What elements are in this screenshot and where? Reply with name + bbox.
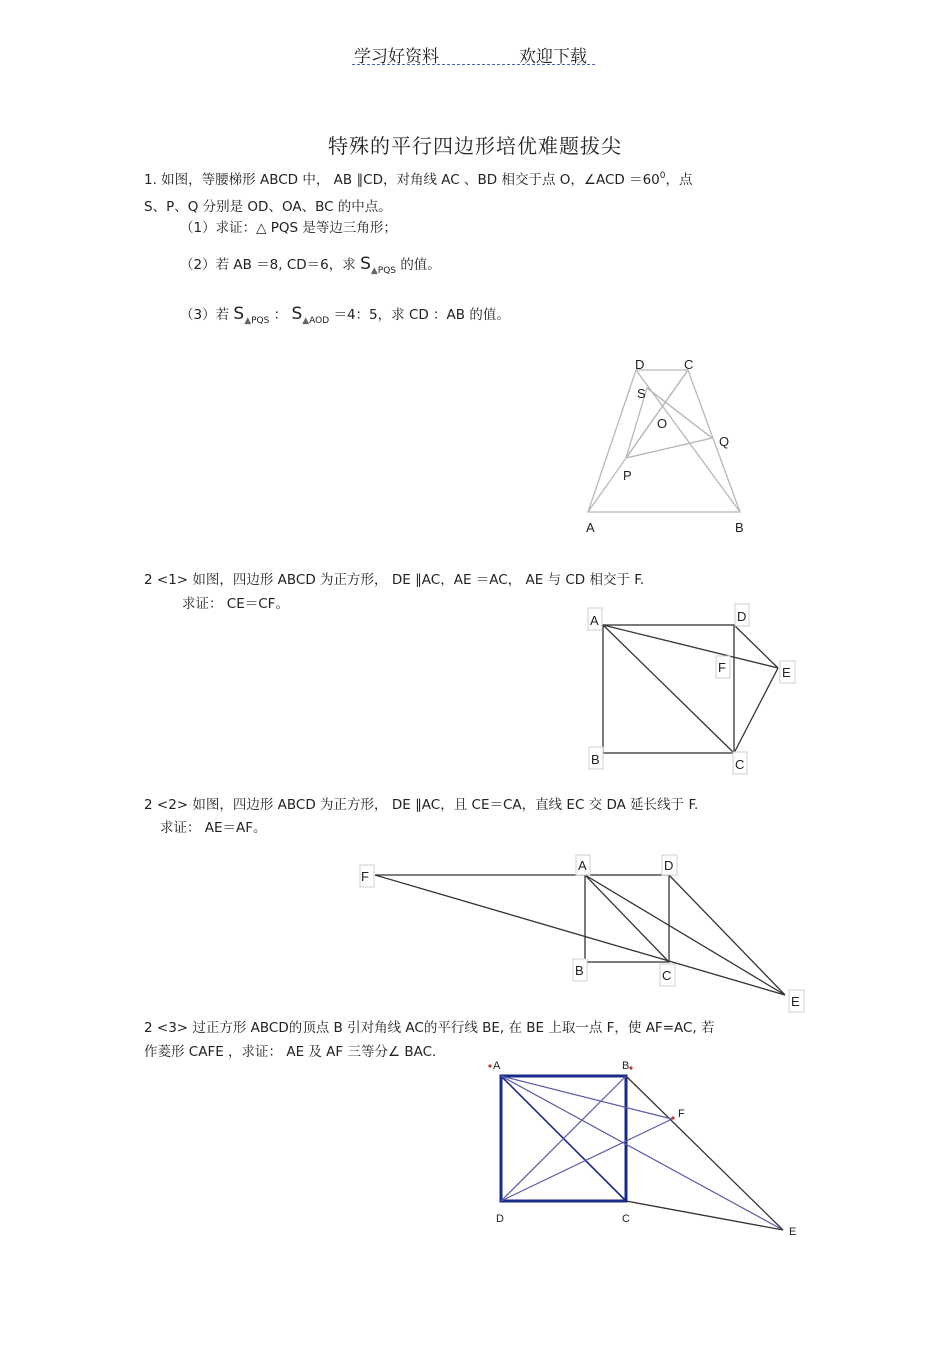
q1-part1: （1）求证：△ PQS 是等边三角形； bbox=[180, 220, 397, 236]
label-c: C bbox=[622, 1213, 630, 1225]
label-c: C bbox=[735, 757, 745, 772]
figure-1-trapezoid bbox=[588, 370, 740, 512]
q1-line2: S、P、Q 分别是 OD、OA、BC 的中点。 bbox=[144, 199, 392, 215]
q1-part3-area-s2: S bbox=[291, 304, 303, 324]
label-p: P bbox=[623, 468, 632, 483]
figure-2-3-labels bbox=[493, 1060, 796, 1238]
label-a: A bbox=[578, 858, 587, 873]
q2-1-line1: 2 <1> 如图，四边形 ABCD 为正方形， DE ∥AC，AE ＝AC， AE 与 CD 相交于 F. bbox=[144, 572, 645, 588]
label-a: A bbox=[590, 613, 599, 628]
line-be bbox=[626, 1076, 783, 1230]
label-b: B bbox=[622, 1060, 630, 1072]
q1-part3-area-sub2: ▲AOD bbox=[302, 316, 330, 326]
segment-df bbox=[501, 1119, 672, 1201]
triangle-icon: ▲ bbox=[302, 316, 310, 326]
figure-2-3-square bbox=[501, 1076, 783, 1230]
label-d: D bbox=[496, 1213, 504, 1225]
label-b: B bbox=[575, 963, 584, 978]
label-d: D bbox=[635, 357, 645, 372]
page-title: 特殊的平行四边形培优难题拔尖 bbox=[328, 134, 622, 158]
label-f: F bbox=[678, 1108, 685, 1120]
q1-part2-area-s: S bbox=[360, 254, 371, 274]
label-e: E bbox=[782, 665, 791, 680]
q2-1-line2: 求证： CE＝CF。 bbox=[182, 596, 289, 612]
label-c: C bbox=[662, 968, 672, 983]
label-f: F bbox=[361, 869, 369, 884]
label-q: Q bbox=[719, 434, 730, 449]
q1-part2-text: （2）若 AB ＝8, CD＝6，求 bbox=[180, 257, 356, 273]
label-e: E bbox=[791, 994, 800, 1009]
triangle-icon: ▲ bbox=[370, 266, 378, 276]
point-f-dot bbox=[671, 1116, 674, 1119]
segment-ae bbox=[501, 1076, 783, 1230]
point-a-dot bbox=[488, 1064, 491, 1067]
segment-ae bbox=[585, 875, 785, 995]
figure-2-1-square bbox=[603, 625, 778, 753]
q1-part3-area-s1: S bbox=[233, 304, 245, 324]
q1-line1-text: 1. 如图，等腰梯形 ABCD 中， AB ∥CD，对角线 AC 、BD 相交于点 O，∠ACD ＝60 bbox=[144, 172, 660, 188]
label-b: B bbox=[591, 752, 600, 767]
label-e: E bbox=[789, 1226, 797, 1238]
q2-2-line2: 求证： AE＝AF。 bbox=[160, 820, 267, 836]
label-f: F bbox=[718, 660, 726, 675]
q2-3-line2: 作菱形 CAFE ，求证： AE 及 AF 三等分∠ BAC. bbox=[144, 1044, 437, 1060]
q1-part2-tail: 的值。 bbox=[400, 257, 441, 273]
q1-part3-area-sub1: ▲PQS bbox=[244, 316, 270, 326]
q1-part3-text: （3）若 bbox=[180, 307, 230, 323]
header-left-text: 学习好资料 bbox=[354, 47, 439, 67]
q2-3-line1: 2 <3> 过正方形 ABCD的顶点 B 引对角线 AC的平行线 BE, 在 BE 上取一点 F，使 AF=AC, 若 bbox=[144, 1020, 715, 1036]
trapezoid-outline bbox=[588, 370, 740, 512]
figure-2-2-labels bbox=[360, 855, 804, 1012]
label-a: A bbox=[493, 1060, 501, 1072]
q2-2-line1: 2 <2> 如图，四边形 ABCD 为正方形， DE ∥AC，且 CE＝CA，直线 EC 交 DA 延长线于 F. bbox=[144, 797, 699, 813]
aux-line-1 bbox=[626, 370, 688, 458]
label-a: A bbox=[586, 520, 595, 535]
segment-ce bbox=[626, 1201, 783, 1230]
q1-part3-colon: ： bbox=[273, 307, 288, 323]
segment-ae bbox=[603, 625, 778, 668]
q1-line1-tail: ，点 bbox=[665, 172, 693, 188]
label-d: D bbox=[664, 858, 674, 873]
segment-af bbox=[501, 1076, 672, 1119]
q1-part3-tail: ＝4：5，求 CD ：AB 的值。 bbox=[333, 307, 510, 323]
triangle-icon: ▲ bbox=[244, 316, 252, 326]
label-c: C bbox=[684, 357, 694, 372]
segment-de bbox=[669, 875, 785, 995]
label-b: B bbox=[735, 520, 744, 535]
point-b-dot bbox=[629, 1066, 632, 1069]
diagonal-ac bbox=[603, 625, 734, 753]
q1-part2-area-sub: ▲PQS bbox=[370, 266, 397, 276]
q1-degree-sup: 0 bbox=[659, 171, 666, 181]
label-o: O bbox=[657, 416, 668, 431]
segment-ce bbox=[734, 668, 778, 753]
segment-de bbox=[734, 625, 778, 668]
label-d: D bbox=[737, 609, 747, 624]
header-right-text: 欢迎下载 bbox=[519, 47, 587, 67]
label-s: S bbox=[637, 386, 646, 401]
